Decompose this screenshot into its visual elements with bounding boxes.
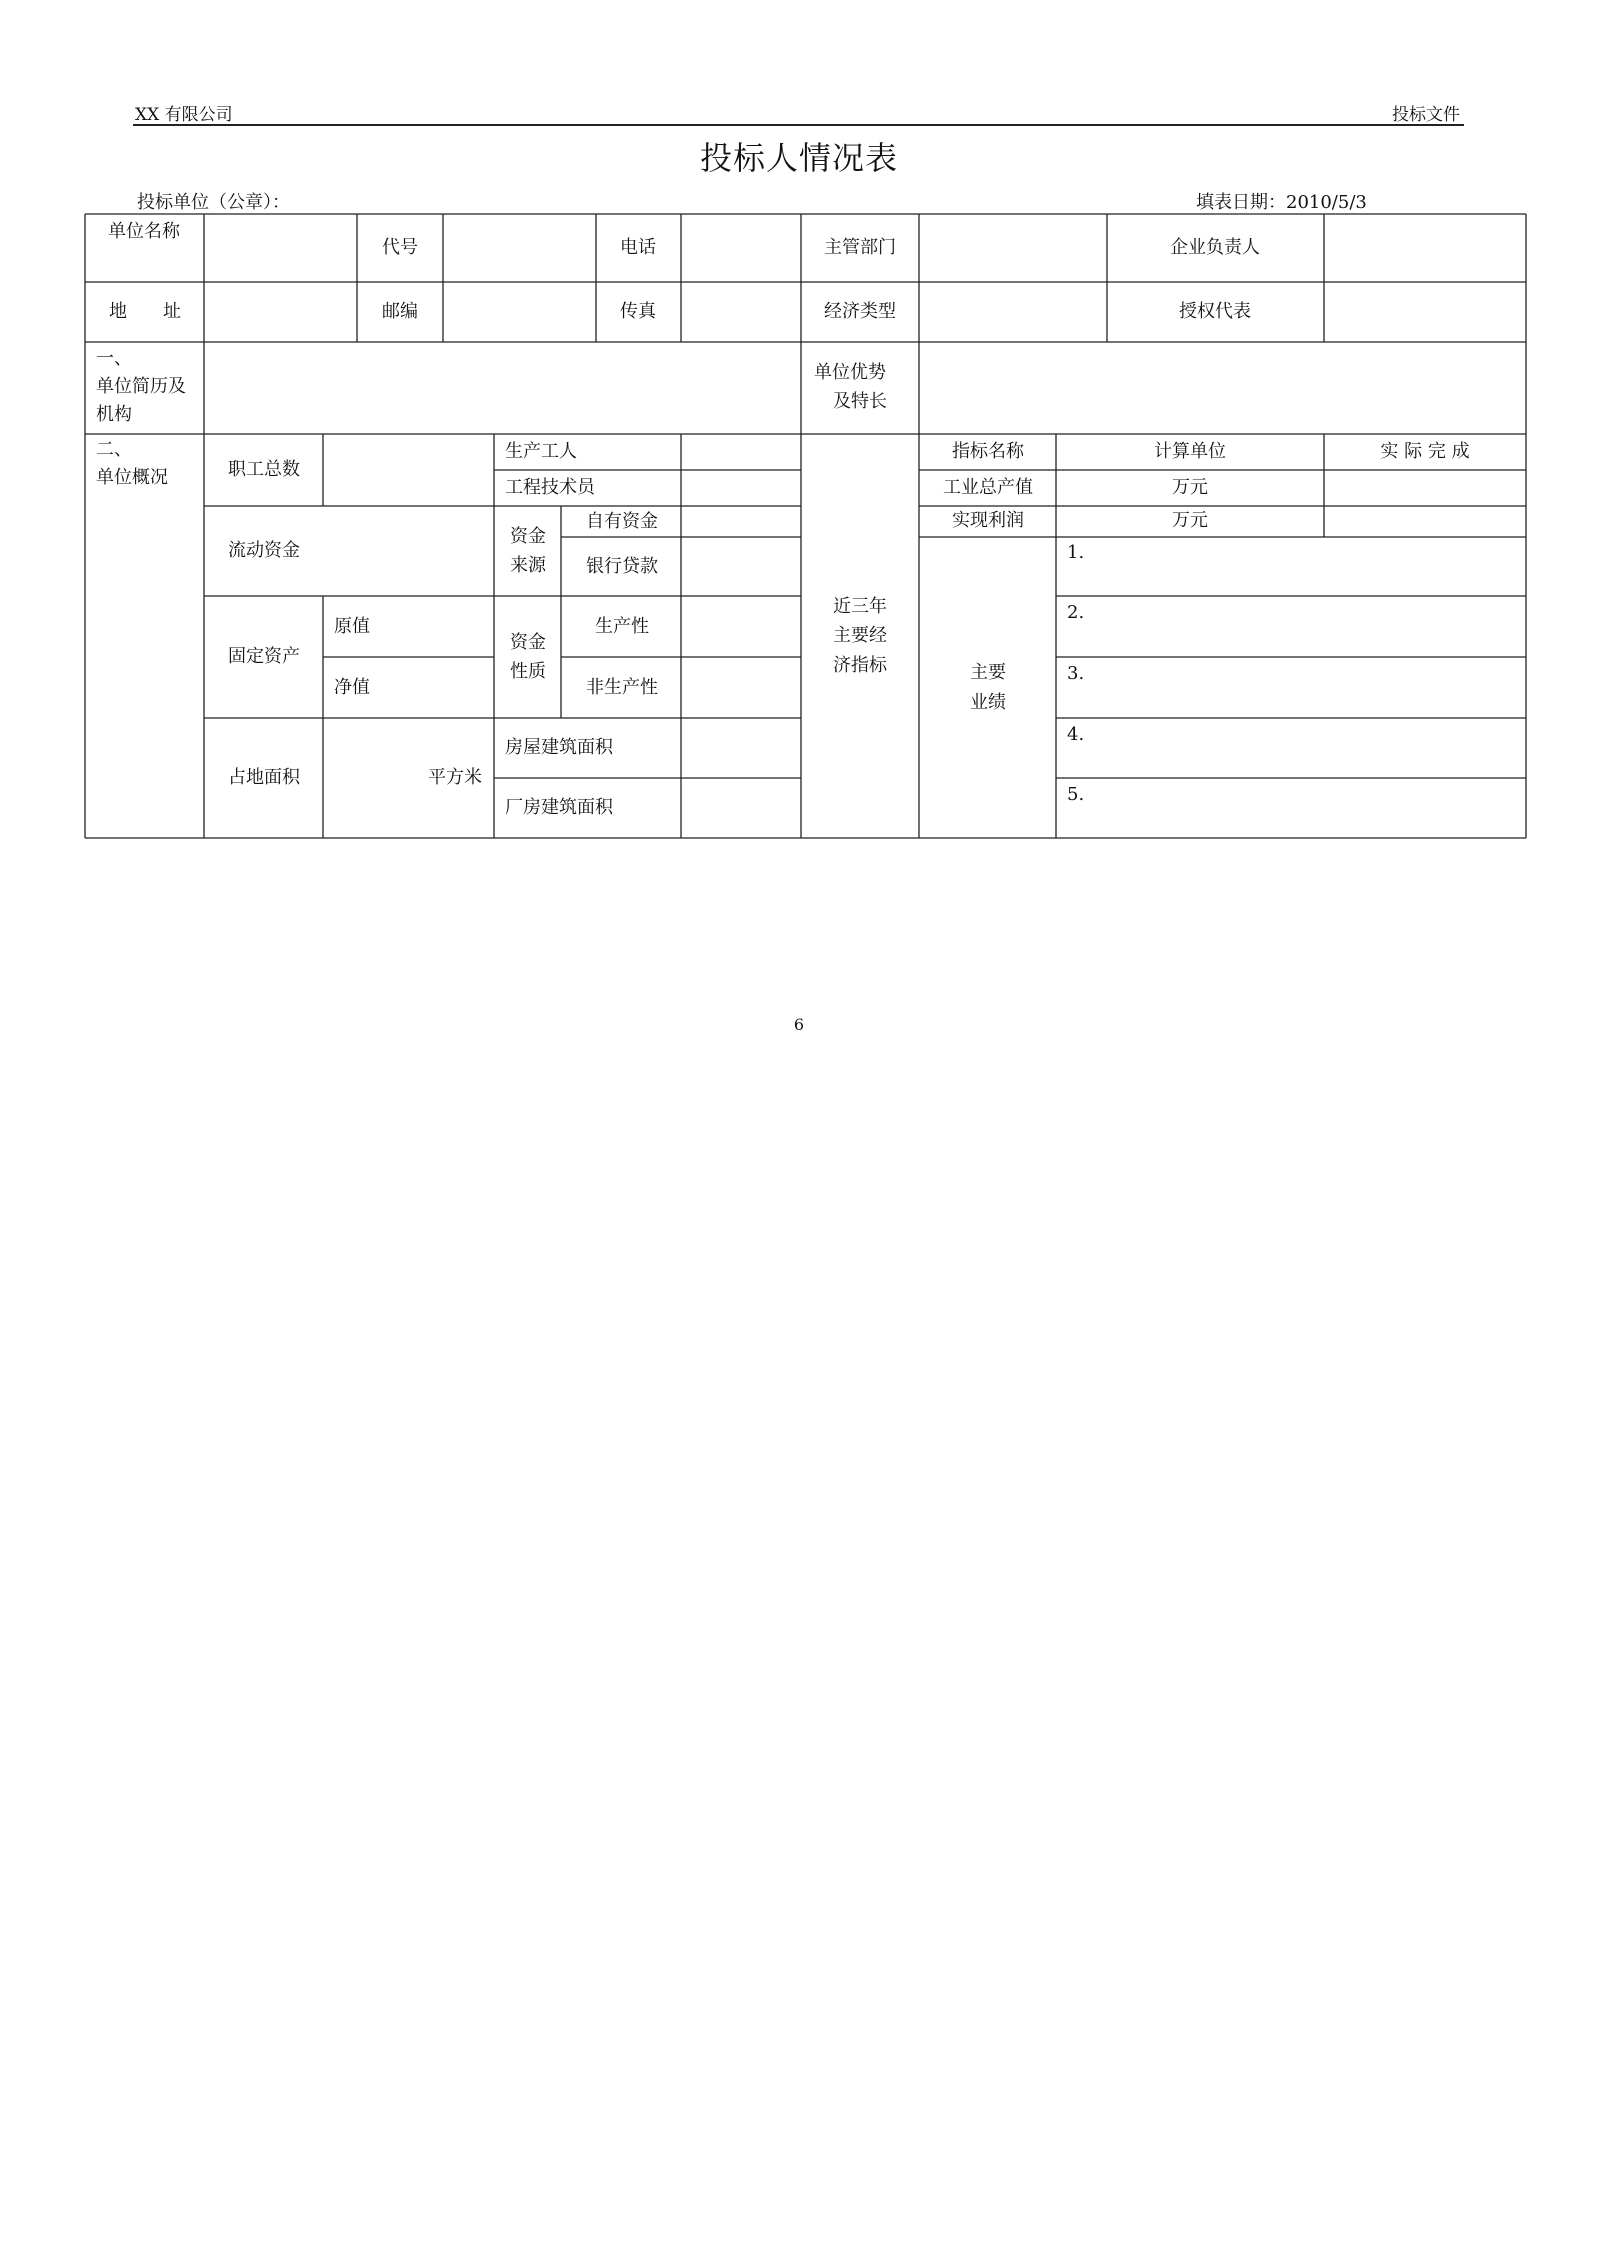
own-funds-label: 自有资金 bbox=[586, 511, 658, 532]
history-heading-line2: 机构 bbox=[96, 404, 132, 425]
building-area-label: 房屋建筑面积 bbox=[505, 737, 613, 758]
net-value-label: 净值 bbox=[334, 677, 370, 698]
history-heading-line1: 单位简历及 bbox=[96, 376, 186, 397]
capital-source-label-line1: 资金 bbox=[510, 526, 546, 547]
economy-type-label: 经济类型 bbox=[824, 301, 896, 322]
authorized-rep-label: 授权代表 bbox=[1179, 301, 1251, 322]
overview-heading: 单位概况 bbox=[96, 467, 168, 488]
company-leader-label: 企业负责人 bbox=[1170, 237, 1260, 258]
advantage-label-line2: 及特长 bbox=[833, 391, 887, 412]
capital-nature-label-line2: 性质 bbox=[510, 661, 546, 682]
land-area-label: 占地面积 bbox=[228, 767, 300, 788]
output-value-unit: 万元 bbox=[1172, 477, 1208, 498]
achievement-item: 4. bbox=[1067, 724, 1085, 745]
page-number: 6 bbox=[793, 1015, 805, 1034]
code-label: 代号 bbox=[382, 237, 418, 258]
achievements-label-line2: 业绩 bbox=[970, 692, 1006, 713]
indicator-name-header: 指标名称 bbox=[952, 441, 1024, 462]
achievements-label-line1: 主要 bbox=[970, 662, 1006, 683]
bidder-unit-label: 投标单位（公章）： bbox=[137, 192, 290, 213]
staff-total-label: 职工总数 bbox=[228, 459, 300, 480]
profit-unit: 万元 bbox=[1172, 510, 1208, 531]
page-title: 投标人情况表 bbox=[699, 139, 898, 177]
achievement-item: 1. bbox=[1067, 542, 1085, 563]
header-rule bbox=[133, 124, 1464, 126]
actual-completion-header: 实 际 完 成 bbox=[1380, 441, 1470, 462]
achievement-item: 2. bbox=[1067, 602, 1085, 623]
document-type: 投标文件 bbox=[1392, 105, 1460, 125]
unit-name-label: 单位名称 bbox=[108, 221, 180, 242]
history-heading-number: 一、 bbox=[96, 348, 132, 369]
bank-loans-label: 银行贷款 bbox=[586, 556, 658, 577]
fill-date: 填表日期：2010/5/3 bbox=[1196, 192, 1367, 213]
advantage-label-line1: 单位优势 bbox=[814, 362, 886, 383]
recent-indicators-line2: 主要经 bbox=[833, 625, 887, 646]
plant-area-label: 厂房建筑面积 bbox=[505, 797, 613, 818]
non-productive-label: 非生产性 bbox=[586, 677, 658, 698]
productive-label: 生产性 bbox=[595, 616, 649, 637]
achievement-item: 5. bbox=[1067, 784, 1085, 805]
production-workers-label: 生产工人 bbox=[505, 441, 577, 462]
fax-label: 传真 bbox=[620, 301, 656, 322]
fixed-assets-label: 固定资产 bbox=[228, 646, 300, 667]
company-name: XX 有限公司 bbox=[135, 105, 233, 125]
square-meters-unit: 平方米 bbox=[428, 767, 482, 788]
recent-indicators-line3: 济指标 bbox=[833, 655, 887, 676]
supervisor-dept-label: 主管部门 bbox=[824, 237, 896, 258]
original-value-label: 原值 bbox=[334, 616, 370, 637]
profit-label: 实现利润 bbox=[952, 510, 1024, 531]
working-capital-label: 流动资金 bbox=[228, 540, 300, 561]
output-value-label: 工业总产值 bbox=[943, 477, 1033, 498]
overview-heading-number: 二、 bbox=[96, 439, 132, 460]
address-label: 地 址 bbox=[109, 301, 181, 322]
achievement-item: 3. bbox=[1067, 663, 1085, 684]
engineers-label: 工程技术员 bbox=[505, 477, 595, 498]
capital-source-label-line2: 来源 bbox=[510, 555, 546, 576]
capital-nature-label-line1: 资金 bbox=[510, 632, 546, 653]
recent-indicators-line1: 近三年 bbox=[833, 596, 887, 617]
calc-unit-header: 计算单位 bbox=[1154, 441, 1226, 462]
phone-label: 电话 bbox=[620, 237, 656, 258]
postcode-label: 邮编 bbox=[382, 301, 418, 322]
